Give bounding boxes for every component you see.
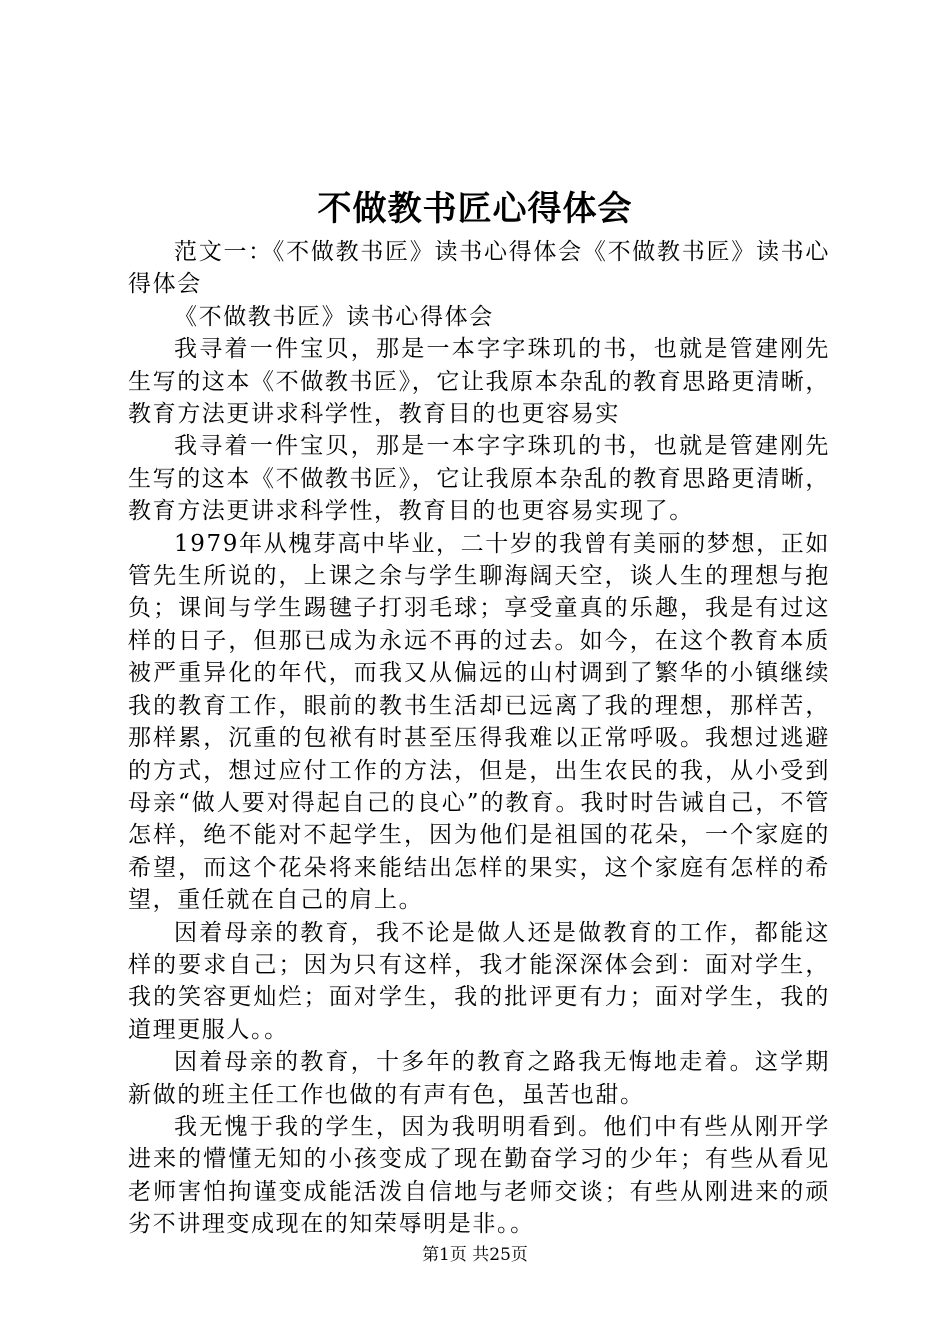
paragraph: 1979年从槐芽高中毕业，二十岁的我曾有美丽的梦想，正如管先生所说的，上课之余与学生聊海阔天空，谈人生的理想与抱负；课间与学生踢毽子打羽毛球；享受童真的乐趣，我是有过这样的日子，但那已成为永远不再的过去。如今，在这个教育本质被严重异化的年代，而我又从偏远的山村调到了繁华的小镇继续我的教育工作，眼前的教书生活却已远离了我的理想，那样苦，那样累，沉重的包袱有时甚至压得我难以正常呼吸。我想过逃避的方式，想过应付工作的方法，但是，出生农民的我，从小受到母亲“做人要对得起自己的良心”的教育。我时时告诫自己，不管怎样，绝不能对不起学生，因为他们是祖国的花朵，一个家庭的希望，而这个花朵将来能结出怎样的果实，这个家庭有怎样的希望，重任就在自己的肩上。 <box>128 530 830 914</box>
paragraph: 因着母亲的教育，我不论是做人还是做教育的工作，都能这样的要求自己；因为只有这样，我才能深深体会到：面对学生，我的笑容更灿烂；面对学生，我的批评更有力；面对学生，我的道理更服人。。 <box>128 919 830 1043</box>
paragraph: 因着母亲的教育，十多年的教育之路我无悔地走着。这学期新做的班主任工作也做的有声有色，虽苦也甜。 <box>128 1049 830 1108</box>
paragraph: 范文一：《不做教书匠》读书心得体会《不做教书匠》读书心得体会 <box>128 239 830 298</box>
document-body <box>128 236 830 1241</box>
paragraph: 《不做教书匠》读书心得体会 <box>174 303 494 330</box>
page-title: 不做教书匠心得体会 <box>317 189 633 229</box>
paragraph: 我寻着一件宝贝，那是一本字字珠玑的书，也就是管建刚先生写的这本《不做教书匠》，它让我原本杂乱的教育思路更清晰，教育方法更讲求科学性，教育目的也更容易实 <box>128 336 830 428</box>
page-footer: 第1页 共25页 <box>422 1245 528 1265</box>
paragraph: 我无愧于我的学生，因为我明明看到。他们中有些从刚开学进来的懵懂无知的小孩变成了现在勤奋学习的少年；有些从看见老师害怕拘谨变成能活泼自信地与老师交谈；有些从刚进来的顽劣不讲理变成现在的知荣辱明是非。。 <box>128 1113 830 1238</box>
paragraph: 我寻着一件宝贝，那是一本字字珠玑的书，也就是管建刚先生写的这本《不做教书匠》，它让我原本杂乱的教育思路更清晰，教育方法更讲求科学性，教育目的也更容易实现了。 <box>128 433 830 525</box>
